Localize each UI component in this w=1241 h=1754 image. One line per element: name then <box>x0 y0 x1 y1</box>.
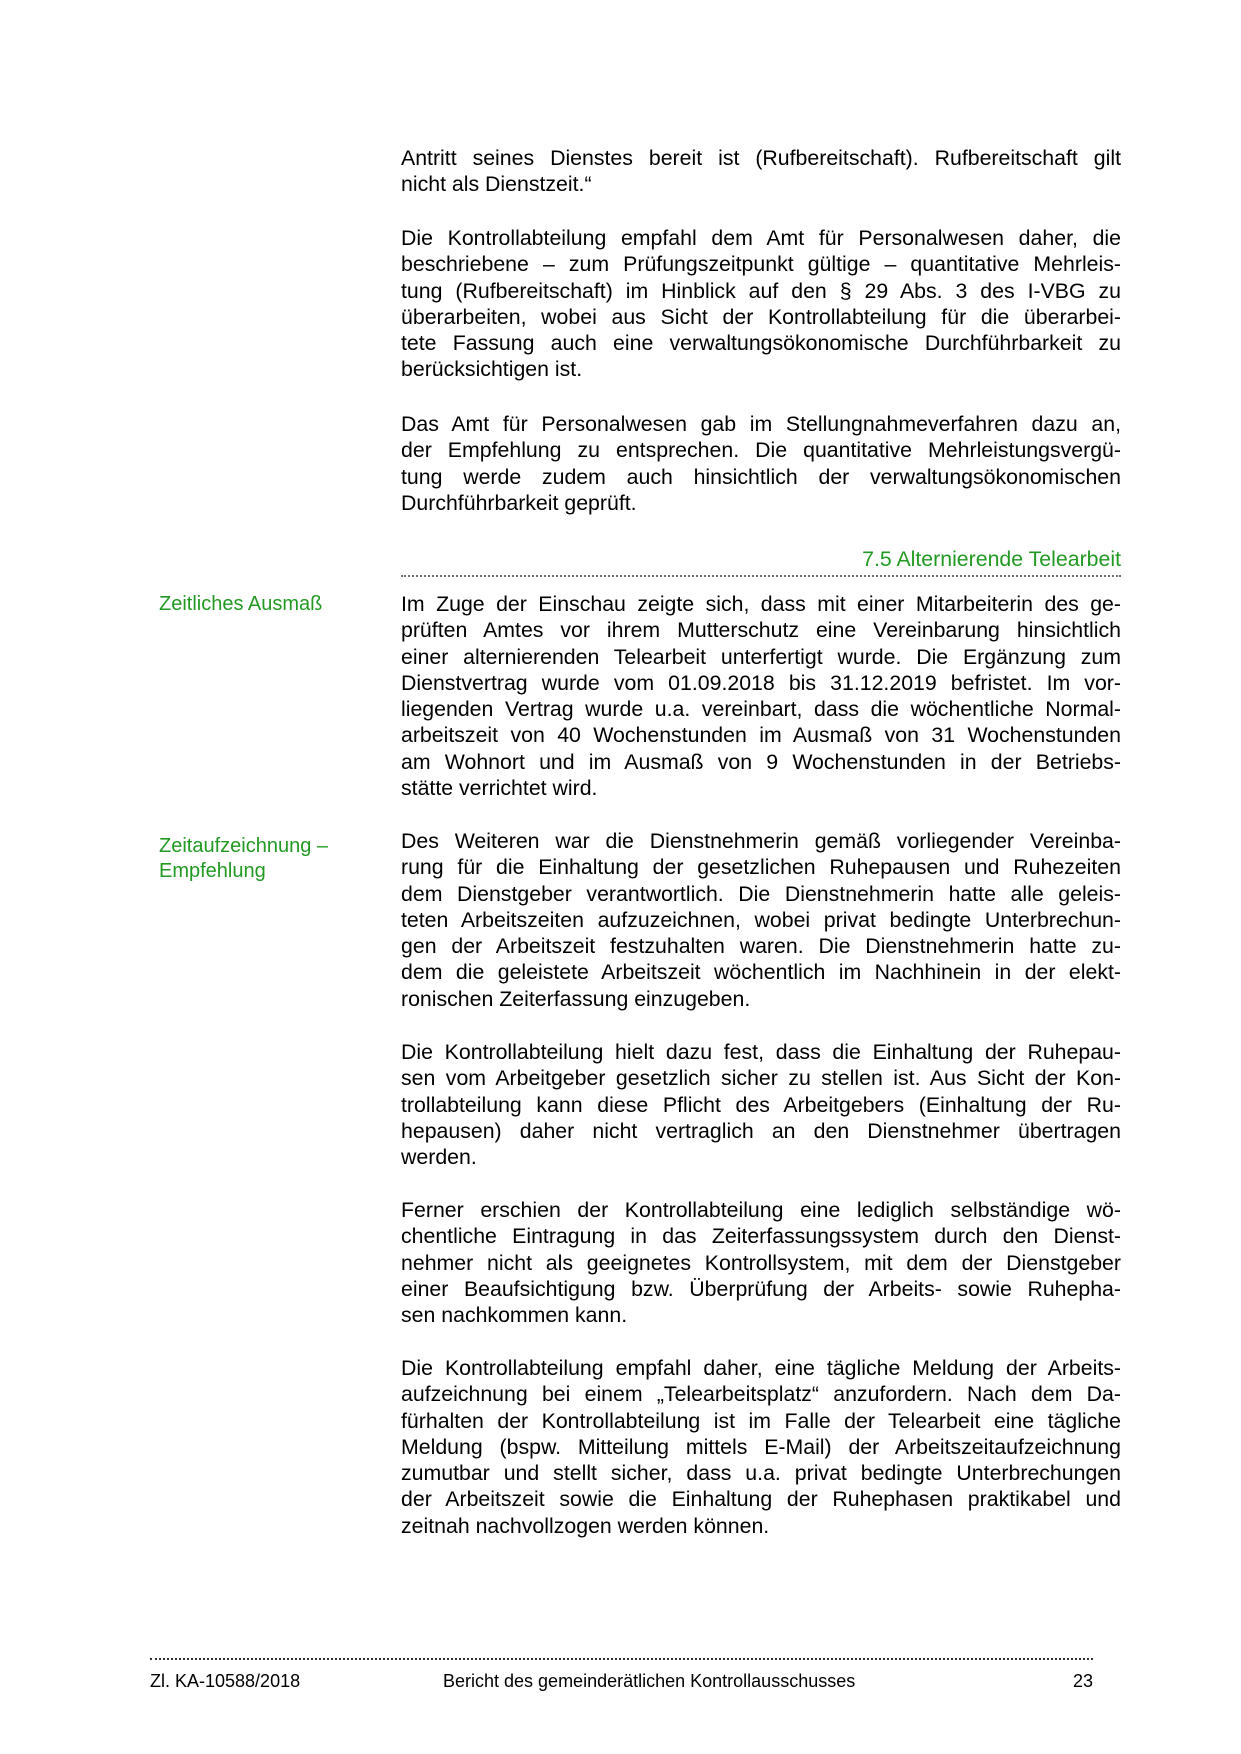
text-line: sen vom Arbeitgeber gesetzlich sicher zu stellen ist. Aus Sicht der Kon- <box>401 1066 1121 1091</box>
paragraph-empfehlung-meldung <box>401 1355 1121 1539</box>
paragraph-rufbereitschaft-quote <box>401 145 1121 198</box>
text-line: Im Zuge der Einschau zeigte sich, dass mit einer Mitarbeiterin des ge- <box>401 592 1121 616</box>
text-line: gen der Arbeitszeit festzuhalten waren. Die Dienstnehmerin hatte zu- <box>401 934 1121 959</box>
text-line: rung für die Einhaltung der gesetzlichen Ruhepausen und Ruhezeiten <box>401 855 1121 880</box>
paragraph-ruhepausen-pflicht <box>401 1039 1121 1170</box>
text-line: fürhalten der Kontrollabteilung ist im Falle der Telearbeit eine tägliche <box>401 1408 1121 1433</box>
text-line: Des Weiteren war die Dienstnehmerin gemäß vorliegender Vereinba- <box>401 829 1121 853</box>
text-line: Die Kontrollabteilung hielt dazu fest, dass die Einhaltung der Ruhepau- <box>401 1040 1121 1064</box>
text-line: chentliche Eintragung in das Zeiterfassungssystem durch den Dienst- <box>401 1224 1121 1249</box>
footer-title: Bericht des gemeinderätlichen Kontrollausschusses <box>443 1671 856 1691</box>
text-line: am Wohnort und im Ausmaß von 9 Wochenstunden in der Betriebs- <box>401 749 1121 774</box>
text-line: Die Kontrollabteilung empfahl dem Amt für Personalwesen daher, die <box>401 226 1121 250</box>
text-line: nicht als Dienstzeit.“ <box>401 172 592 197</box>
paragraph-ruhepausen-vereinbarung <box>401 828 1121 1012</box>
text-line: überarbeiten, wobei aus Sicht der Kontrollabteilung für die überarbei- <box>401 304 1121 329</box>
text-line: arbeitszeit von 40 Wochenstunden im Ausmaß von 31 Wochenstunden <box>401 723 1121 748</box>
text-line: berücksichtigen ist. <box>401 357 583 382</box>
text-line: Ferner erschien der Kontrollabteilung eine lediglich selbständige wö- <box>401 1198 1121 1222</box>
text-line: stätte verrichtet wird. <box>401 776 598 801</box>
text-line: Dienstvertrag wurde vom 01.09.2018 bis 31.12.2019 befristet. Im vor- <box>401 670 1121 695</box>
footer-rule <box>150 1658 1093 1660</box>
text-line: Meldung (bspw. Mitteilung mittels E-Mail) der Arbeitszeitaufzeichnung <box>401 1434 1121 1459</box>
text-line: dem Dienstgeber verantwortlich. Die Dienstnehmerin hatte alle geleis- <box>401 881 1121 906</box>
text-line: prüften Amtes vor ihrem Mutterschutz eine Vereinbarung hinsichtlich <box>401 618 1121 643</box>
footer-reference: Zl. KA-10588/2018 <box>150 1671 301 1691</box>
text-line: einer alternierenden Telearbeit unterfertigt wurde. Die Ergänzung zum <box>401 644 1121 669</box>
text-line: zumutbar und stellt sicher, dass u.a. privat bedingte Unterbrechungen <box>401 1461 1121 1486</box>
margin-note-zeitliches-ausmass: Zeitliches Ausmaß <box>159 593 323 615</box>
text-line: tung (Rufbereitschaft) im Hinblick auf den § 29 Abs. 3 des I-VBG zu <box>401 278 1121 303</box>
text-line: nehmer nicht als geeignetes Kontrollsystem, mit dem der Dienstgeber <box>401 1250 1121 1275</box>
section-heading-rule <box>401 575 1121 577</box>
text-line: trollabteilung kann diese Pflicht des Arbeitgebers (Einhaltung der Ru- <box>401 1092 1121 1117</box>
paragraph-einschau-telearbeit <box>401 591 1121 801</box>
text-line: hepausen) daher nicht vertraglich an den Dienstnehmer übertragen <box>401 1118 1121 1143</box>
text-line: Antritt seines Dienstes bereit ist (Rufbereitschaft). Rufbereitschaft gilt <box>401 146 1121 170</box>
text-line: einer Beaufsichtigung bzw. Überprüfung der Arbeits- sowie Ruhepha- <box>401 1276 1121 1301</box>
text-line: Die Kontrollabteilung empfahl daher, eine tägliche Meldung der Arbeits- <box>401 1356 1121 1380</box>
text-line: ronischen Zeiterfassung einzugeben. <box>401 986 751 1011</box>
text-line: Durchführbarkeit geprüft. <box>401 490 637 515</box>
text-line: aufzeichnung bei einem „Telearbeitsplatz“ anzufordern. Nach dem Da- <box>401 1382 1121 1407</box>
margin-note-line: Zeitaufzeichnung – <box>159 835 329 857</box>
paragraph-stellungnahme <box>401 411 1121 516</box>
margin-note-line: Empfehlung <box>159 859 266 882</box>
text-line: beschriebene – zum Prüfungszeitpunkt gültige – quantitative Mehrleis- <box>401 252 1121 277</box>
text-line: tung werde zudem auch hinsichtlich der verwaltungsökonomischen <box>401 464 1121 489</box>
text-line: werden. <box>401 1145 477 1170</box>
margin-note-zeitaufzeichnung <box>159 834 379 883</box>
paragraph-kontrollsystem <box>401 1197 1121 1328</box>
text-line: der Arbeitszeit sowie die Einhaltung der Ruhephasen praktikabel und <box>401 1487 1121 1512</box>
text-line: zeitnah nachvollzogen werden können. <box>401 1513 770 1538</box>
page-number: 23 <box>1073 1671 1094 1691</box>
section-heading: 7.5 Alternierende Telearbeit <box>862 547 1121 571</box>
text-line: dem die geleistete Arbeitszeit wöchentlich im Nachhinein in der elekt- <box>401 960 1121 985</box>
paragraph-empfehlung-rufbereitschaft <box>401 225 1121 383</box>
text-line: tete Fassung auch eine verwaltungsökonomische Durchführbarkeit zu <box>401 331 1121 356</box>
text-line: sen nachkommen kann. <box>401 1303 628 1328</box>
text-line: der Empfehlung zu entsprechen. Die quantitative Mehrleistungsvergü- <box>401 438 1121 463</box>
text-line: liegenden Vertrag wurde u.a. vereinbart, dass die wöchentliche Normal- <box>401 697 1121 722</box>
text-line: teten Arbeitszeiten aufzuzeichnen, wobei privat bedingte Unterbrechun- <box>401 907 1121 932</box>
text-line: Das Amt für Personalwesen gab im Stellungnahmeverfahren dazu an, <box>401 412 1121 436</box>
